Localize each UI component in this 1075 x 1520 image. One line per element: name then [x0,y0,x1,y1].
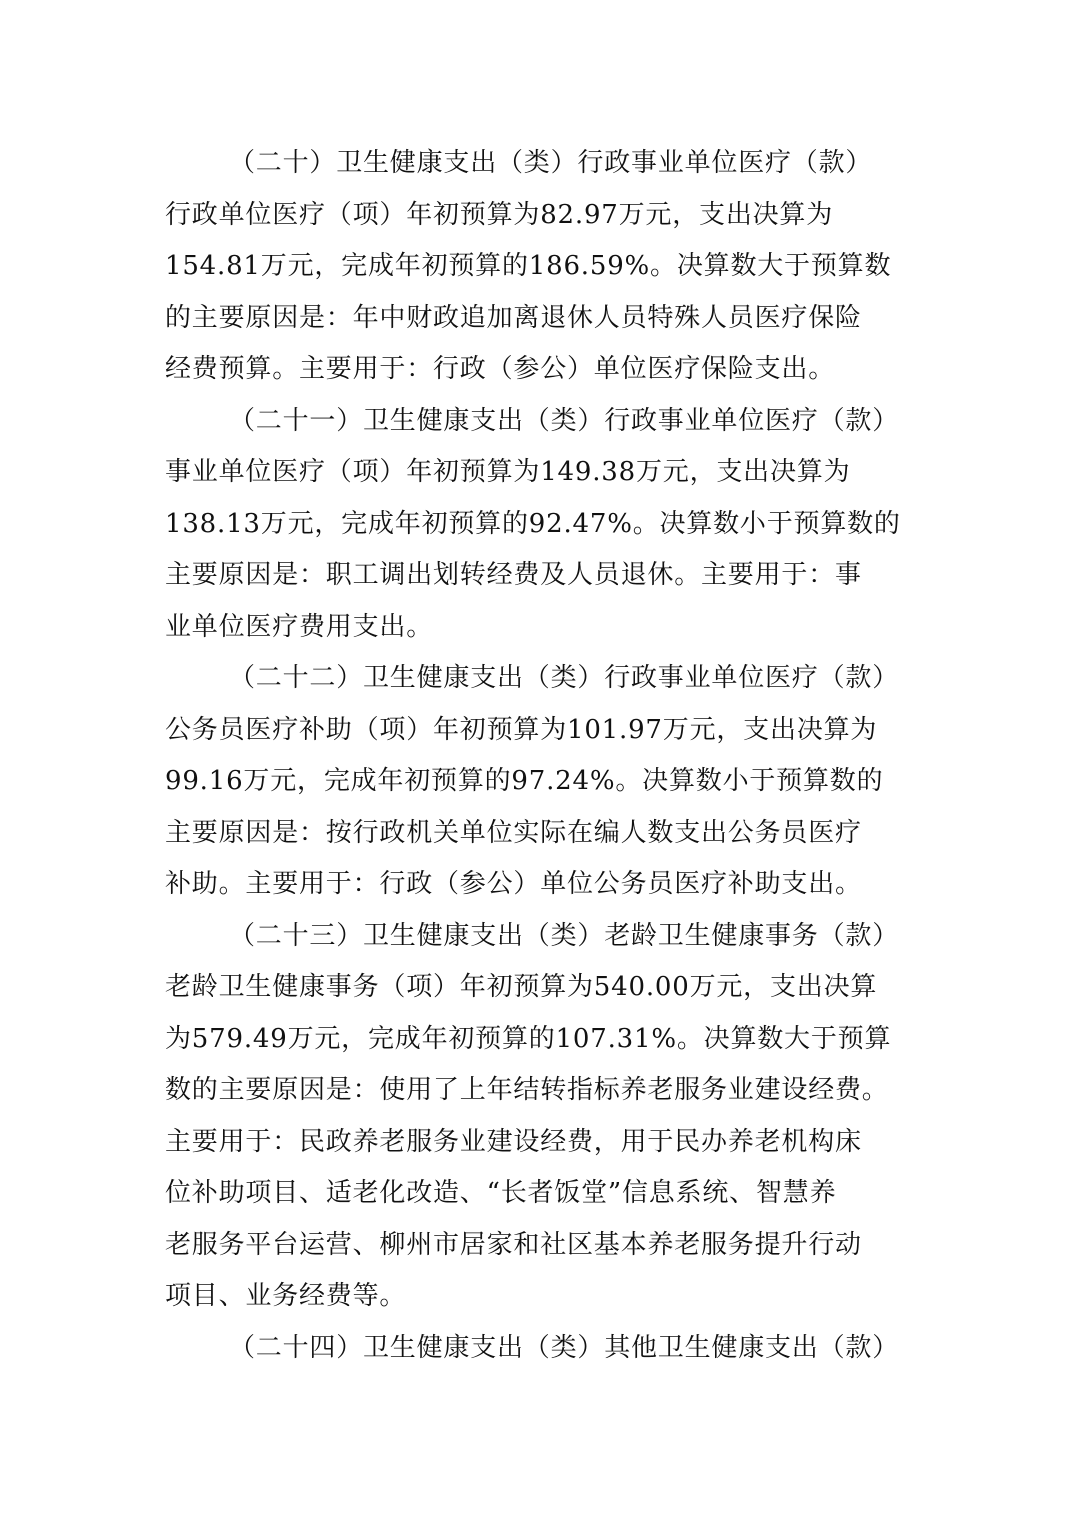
text-line: 事业单位医疗（项）年初预算为149.38万元，支出决算为 [165,457,851,487]
text-line: 老服务平台运营、柳州市居家和社区基本养老服务提升行动 [165,1229,862,1260]
text-line: （二十一）卫生健康支出（类）行政事业单位医疗（款） [229,405,900,436]
text-line: 公务员医疗补助（项）年初预算为101.97万元，支出决算为 [165,714,878,745]
text-line: 位补助项目、适老化改造、“长者饭堂”信息系统、智慧养 [165,1178,837,1208]
text-line: 为579.49万元，完成年初预算的107.31%。决算数大于预算 [165,1023,892,1054]
paragraph-24 [165,1323,917,1375]
text-line: 99.16万元，完成年初预算的97.24%。决算数小于预算数的 [165,766,884,796]
text-line: 138.13万元，完成年初预算的92.47%。决算数小于预算数的 [165,508,901,539]
text-line: 老龄卫生健康事务（项）年初预算为540.00万元，支出决算 [165,972,878,1002]
text-line: 主要用于：民政养老服务业建设经费，用于民办养老机构床 [165,1126,862,1157]
text-line: 项目、业务经费等。 [165,1281,407,1311]
text-line: 的主要原因是：年中财政追加离退休人员特殊人员医疗保险 [165,302,862,333]
text-line: 经费预算。主要用于：行政（参公）单位医疗保险支出。 [165,354,836,384]
text-line: 数的主要原因是：使用了上年结转指标养老服务业建设经费。 [165,1075,889,1105]
text-line: 行政单位医疗（项）年初预算为82.97万元，支出决算为 [165,199,834,230]
text-line: 主要原因是：职工调出划转经费及人员退休。主要用于：事 [165,560,862,590]
paragraph-22 [165,653,917,911]
paragraph-21 [165,396,917,654]
text-line: 补助。主要用于：行政（参公）单位公务员医疗补助支出。 [165,869,862,899]
text-line: （二十）卫生健康支出（类）行政事业单位医疗（款） [229,148,873,178]
paragraph-23 [165,911,917,1323]
text-line: （二十三）卫生健康支出（类）老龄卫生健康事务（款） [229,920,900,951]
document-body [165,138,917,1374]
text-line: （二十四）卫生健康支出（类）其他卫生健康支出（款） [229,1332,900,1363]
text-line: 154.81万元，完成年初预算的186.59%。决算数大于预算数 [165,251,892,281]
text-line: （二十二）卫生健康支出（类）行政事业单位医疗（款） [229,663,900,693]
text-line: 业单位医疗费用支出。 [165,611,434,642]
paragraph-20 [165,138,917,396]
text-line: 主要原因是：按行政机关单位实际在编人数支出公务员医疗 [165,817,862,848]
